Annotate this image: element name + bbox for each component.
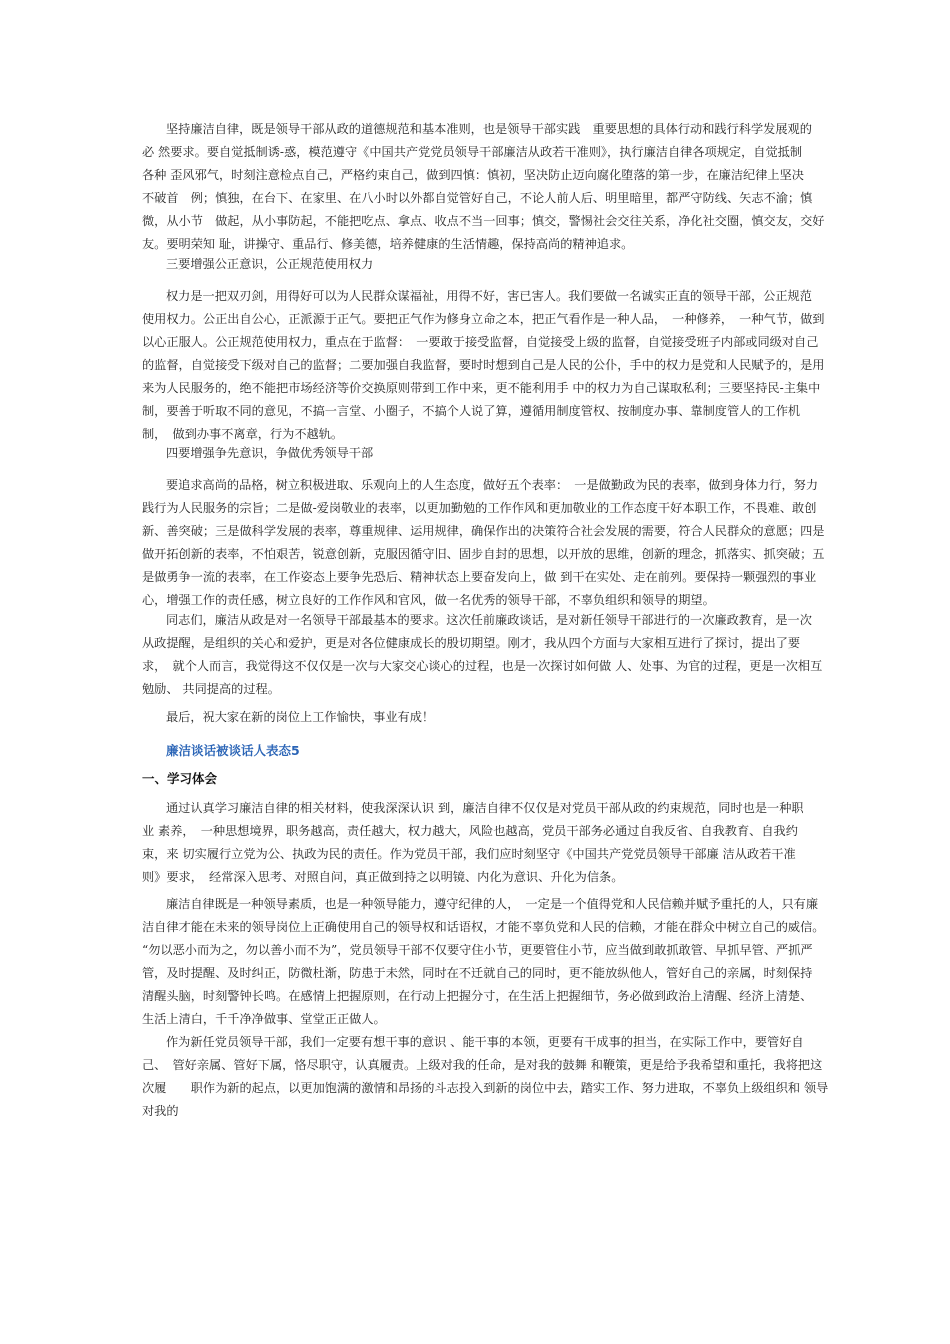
text-line: 作为新任党员领导干部，我们一定要有想干事的意识 、能干事的本领，更要有干成事的担当，在实际工作中，要管好自 — [166, 1035, 804, 1049]
text-line: 是做勇争一流的表率，在工作姿态上要争先恐后、精神状态上要奋发向上，做 到干在实处、走在前列。要保持一颗强烈的事业 — [142, 570, 817, 584]
text-line: 通过认真学习廉洁自律的相关材料，使我深深认识 到，廉洁自律不仅仅是对党员干部从政的约束规范，同时也是一种职 — [166, 801, 804, 815]
section-heading: 三要增强公正意识，公正规范使用权力 — [166, 257, 374, 271]
text-line: 友。要明荣知 耻，讲操守、重品行、修美德，培养健康的生活情趣，保持高尚的精神追求。 — [142, 237, 634, 251]
text-line: 来为人民服务的，绝不能把市场经济等价交换原则带到工作中来，更不能利用手 中的权力为自己谋取私利；三要坚持民-主集中 — [142, 381, 821, 395]
text-line: 制， 做到办事不离章，行为不越轨。 — [142, 427, 344, 441]
text-line: 洁自律才能在未来的领导岗位上正确使用自己的领导权和话语权，才能不辜负党和人民的信赖，才能在群众中树立自己的威信。 — [142, 920, 825, 934]
text-line: 不破首 例；慎独，在台下、在家里、在八小时以外都自觉管好自己，不论人前人后、明里暗里，都严守防线、矢志不渝；慎 — [142, 191, 813, 205]
text-line: 从政提醒，是组织的关心和爱护，更是对各位健康成长的殷切期望。刚才，我从四个方面与大家相互进行了探讨，提出了要 — [142, 636, 801, 650]
text-line: 做开拓创新的表率，不怕艰苦，锐意创新，克服因循守旧、固步自封的思想，以开放的思维，创新的理念，抓落实、抓突破；五 — [142, 547, 825, 561]
text-line: 微，从小节 做起，从小事防起，不能把吃点、拿点、收点不当一回事；慎交，警惕社会交往关系，净化社交圈，慎交友，交好 — [142, 214, 825, 228]
text-line: 廉洁自律既是一种领导素质，也是一种领导能力，遵守纪律的人， 一定是一个值得党和人民信赖并赋予重托的人，只有廉 — [166, 897, 819, 911]
text-line: 使用权力。公正出自公心，正派源于正气。要把正气作为修身立命之本，把正气看作是一种人品， 一种修养， 一种气节，做到 — [142, 312, 825, 326]
text-line: 次履 职作为新的起点，以更加饱满的激情和昂扬的斗志投入到新的岗位中去，踏实工作、努力进取，不辜负上级组织和 领导 — [142, 1081, 829, 1095]
text-line: 各种 歪风邪气，时刻注意检点自己，严格约束自己，做到四慎：慎初，坚决防止迈向腐化堕落的第一步，在廉洁纪律上坚决 — [142, 168, 804, 182]
text-line: 最后，祝大家在新的岗位上工作愉快，事业有成！ — [166, 710, 435, 724]
section-heading: 四要增强争先意识，争做优秀领导干部 — [166, 446, 374, 460]
text-line: “勿以恶小而为之，勿以善小而不为”，党员领导干部不仅要守住小节，更要管住小节，应当做到敢抓敢管、早抓早管、严抓严 — [142, 943, 813, 957]
text-line: 心，增强工作的责任感，树立良好的工作作风和官风，做一名优秀的领导干部，不辜负组织和领导的期望。 — [142, 593, 715, 607]
text-line: 则》要求， 经常深入思考、对照自问，真正做到持之以明镜、内化为意识、升化为信条。 — [142, 870, 624, 884]
text-line: 生活上清白，千千净净做事、堂堂正正做人。 — [142, 1012, 386, 1026]
text-line: 权力是一把双刃剑，用得好可以为人民群众谋福祉，用得不好，害已害人。我们要做一名诚实正直的领导干部，公正规范 — [166, 289, 812, 303]
text-line: 求， 就个人而言，我觉得这不仅仅是一次与大家交心谈心的过程，也是一次探讨如何做 人、处事、为官的过程，更是一次相互 — [142, 659, 823, 673]
text-line: 制，要善于听取不同的意见，不搞一言堂、小圈子，不搞个人说了算，遵循用制度管权、按制度办事、靠制度管人的工作机 — [142, 404, 801, 418]
text-line: 新、善突破；三是做科学发展的表率，尊重规律、运用规律，确保作出的决策符合社会发展的需要，符合人民群众的意愿；四是 — [142, 524, 825, 538]
text-line: 坚持廉洁自律，既是领导干部从政的道德规范和基本准则，也是领导干部实践 重要思想的具体行动和践行科学发展观的 — [166, 122, 812, 136]
text-line: 以心正服人。公正规范使用权力，重点在于监督： 一要敢于接受监督，自觉接受上级的监督，自觉接受班子内部或同级对自己 — [142, 335, 819, 349]
text-line: 清醒头脑，时刻警钟长鸣。在感情上把握原则，在行动上把握分寸，在生活上把握细节，务必做到政治上清醒、经济上清楚、 — [142, 989, 813, 1003]
text-line: 同志们，廉洁从政是对一名领导干部最基本的要求。这次任前廉政谈话，是对新任领导干部进行的一次廉政教育，是一次 — [166, 613, 812, 627]
sub-title: 一、学习体会 — [142, 771, 218, 786]
text-line: 管，及时提醒、及时纠正，防微杜渐，防患于未然，同时在不迁就自己的同时，更不能放纵他人，管好自己的亲属，时刻保持 — [142, 966, 813, 980]
text-line: 己、 管好亲属、管好下属，恪尽职守，认真履责。上级对我的任命，是对我的鼓舞 和鞭策，更是给予我希望和重托，我将把这 — [142, 1058, 823, 1072]
text-line: 业 素养， 一种思想境界，职务越高，责任越大，权力越大，风险也越高，党员干部务必通过自我反省、自我教育、自我约 — [142, 824, 798, 838]
text-line: 勉励、 共同提高的过程。 — [142, 682, 280, 696]
text-line: 践行为人民服务的宗旨；二是做-爱岗敬业的表率，以更加勤勉的工作作风和更加敬业的工作态度干好本职工作，不畏难、敢创 — [142, 501, 817, 515]
section-title: 廉洁谈话被谈话人表态5 — [166, 743, 300, 758]
text-line: 必 然要求。要自觉抵制诱-惑，模范遵守《中国共产党党员领导干部廉洁从政若干准则》，执行廉洁自律各项规定，自觉抵制 — [142, 145, 803, 159]
text-line: 的监督，自觉接受下级对自己的监督；二要加强自我监督，要时时想到自己是人民的公仆，手中的权力是党和人民赋予的，是用 — [142, 358, 825, 372]
text-line: 束，来 切实履行立党为公、执政为民的责任。作为党员干部，我们应时刻坚守《中国共产党党员领导干部廉 洁从政若干准 — [142, 847, 796, 861]
text-line: 对我的 — [142, 1104, 179, 1118]
text-line: 要追求高尚的品格，树立积极进取、乐观向上的人生态度，做好五个表率： 一是做勤政为民的表率，做到身体力行，努力 — [166, 478, 819, 492]
